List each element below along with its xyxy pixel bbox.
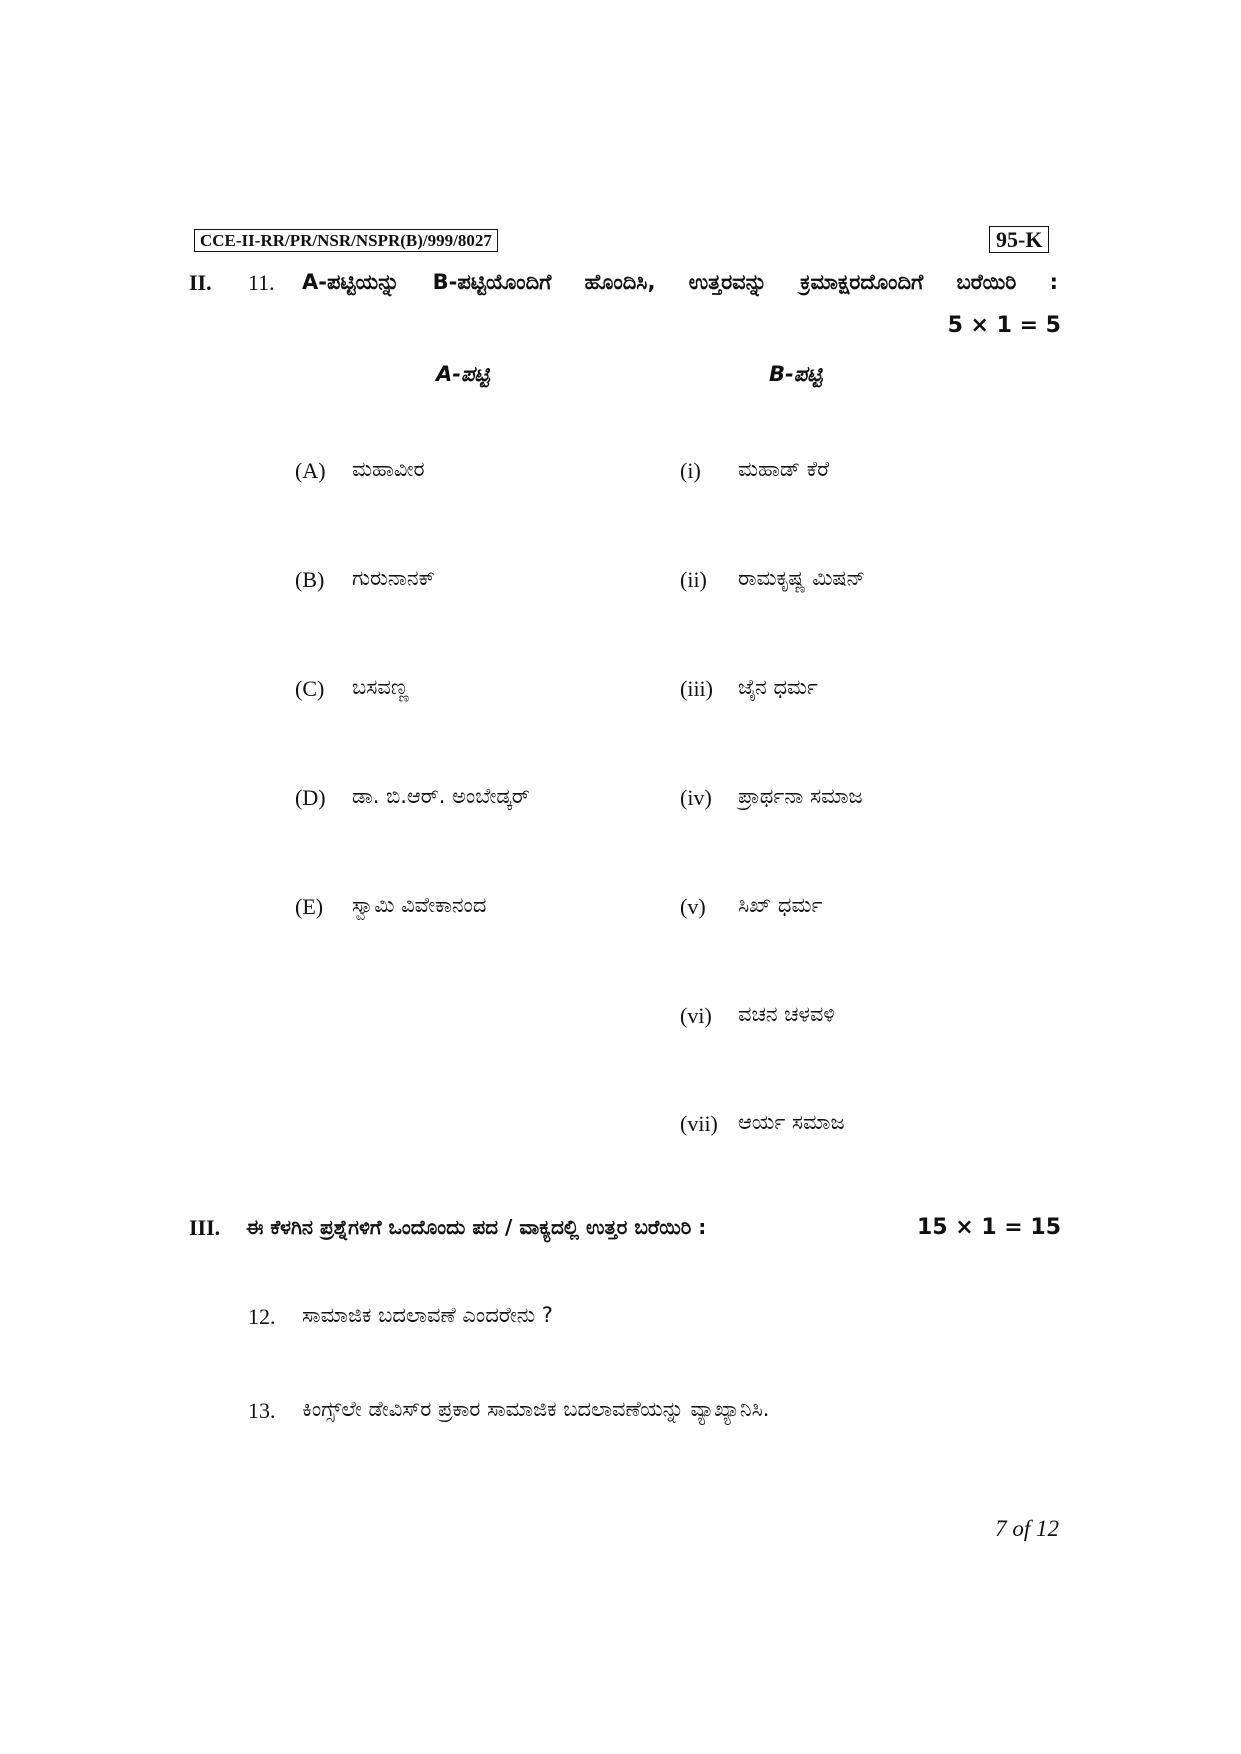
column-b-item: ಪ್ರಾರ್ಥನಾ ಸಮಾಜ [738,784,863,808]
column-b-item: ಜೈನ ಧರ್ಮ [738,675,818,699]
section-iii-instruction: ಈ ಕೆಳಗಿನ ಪ್ರಶ್ನೆಗಳಿಗೆ ಒಂದೊಂದು ಪದ / ವಾಕ್ಯದಲ್ಲಿ ಉತ್ತರ ಬರೆಯಿರಿ : [246,1215,707,1239]
section-ii-number: II. [189,270,212,295]
column-b-item: ರಾಮಕೃಷ್ಣ ಮಿಷನ್ [738,566,866,590]
column-b-item: ಸಿಖ್ ಧರ್ಮ [738,893,823,917]
column-b-label: (vii) [680,1111,718,1136]
column-a-label: (A) [295,458,326,483]
column-a-label: (B) [295,567,325,592]
question-11-instruction: A-ಪಟ್ಟಿಯನ್ನು B-ಪಟ್ಟಿಯೊಂದಿಗೆ ಹೊಂದಿಸಿ, ಉತ್ತರವನ್ನು ಕ್ರಮಾಕ್ಷರದೊಂದಿಗೆ ಬರೆಯಿರಿ : [302,270,1058,294]
column-b-label: (iv) [680,785,712,810]
paper-id: 95-K [989,226,1049,253]
column-a-label: (D) [295,785,326,810]
paper-code: CCE-II-RR/PR/NSR/NSPR(B)/999/8027 [194,229,498,252]
column-b-label: (vi) [680,1003,712,1028]
question-13-text: ಕಿಂಗ್ಸ್‌ಲೇ ಡೇವಿಸ್‌ರ ಪ್ರಕಾರ ಸಾಮಾಜಿಕ ಬದಲಾವಣೆಯನ್ನು ವ್ಯಾಖ್ಯಾನಿಸಿ. [302,1397,770,1421]
column-a-item: ಸ್ವಾಮಿ ವಿವೇಕಾನಂದ [352,893,487,917]
question-11-marks: 5 × 1 = 5 [947,313,1061,338]
column-a-item: ಮಹಾವೀರ [352,457,425,481]
column-b-item: ಮಹಾಡ್ ಕೆರೆ [738,457,830,481]
column-a-label: (E) [295,894,324,919]
column-a-title: A-ಪಟ್ಟಿ [436,362,490,386]
column-b-title: B-ಪಟ್ಟಿ [769,362,823,386]
column-b-label: (v) [680,894,706,919]
section-iii-marks: 15 × 1 = 15 [916,1215,1061,1240]
column-b-label: (iii) [680,676,713,701]
column-a-item: ಬಸವಣ್ಣ [352,675,409,699]
section-iii-number: III. [189,1215,221,1240]
column-b-label: (i) [680,458,701,483]
column-a-label: (C) [295,676,325,701]
column-a-item: ಡಾ. ಬಿ.ಆರ್. ಅಂಬೇಡ್ಕರ್ [352,784,530,808]
question-12-number: 12. [248,1304,276,1329]
question-12-text: ಸಾಮಾಜಿಕ ಬದಲಾವಣೆ ಎಂದರೇನು ? [302,1303,553,1327]
column-b-item: ವಚನ ಚಳವಳಿ [738,1002,835,1026]
question-11-number: 11. [248,270,275,295]
question-13-number: 13. [248,1398,276,1423]
page-number: 7 of 12 [995,1516,1059,1541]
column-b-item: ಆರ್ಯ ಸಮಾಜ [738,1110,845,1134]
column-b-label: (ii) [680,567,707,592]
column-a-item: ಗುರುನಾನಕ್ [352,566,435,590]
